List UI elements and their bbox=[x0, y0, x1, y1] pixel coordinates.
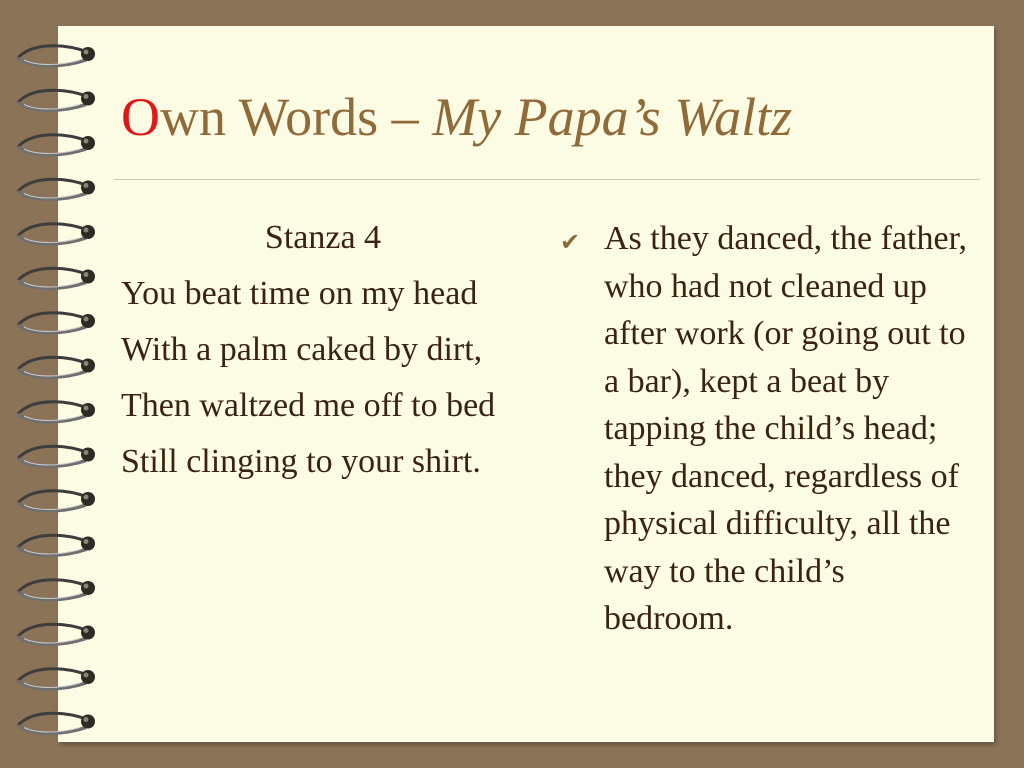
paraphrase-column bbox=[560, 215, 970, 643]
title-text: wn Words – bbox=[160, 87, 433, 147]
stanza-line: Still clinging to your shirt. bbox=[121, 443, 481, 480]
binding-ring bbox=[18, 446, 95, 466]
binding-ring bbox=[18, 624, 95, 644]
binding-ring bbox=[18, 179, 95, 199]
title-poem-name: My Papa’s Waltz bbox=[432, 87, 793, 147]
binding-ring bbox=[18, 46, 95, 66]
paraphrase-bullet: As they danced, the father, who had not cleaned up after work (or going out to a bar), kept a beat by tapping the child’s head; they danced, regardless of physical difficulty, all the way to the child’s bedroom. bbox=[604, 220, 968, 637]
stanza-column bbox=[121, 215, 521, 495]
binding-ring bbox=[18, 268, 95, 288]
binding-ring bbox=[18, 535, 95, 555]
checkmark-icon: ✔ bbox=[560, 228, 581, 256]
stanza-line: Then waltzed me off to bed bbox=[121, 387, 496, 424]
title-divider bbox=[114, 179, 980, 180]
binding-ring bbox=[18, 580, 95, 600]
binding-ring bbox=[18, 90, 95, 110]
binding-ring bbox=[18, 224, 95, 244]
stanza-line: With a palm caked by dirt, bbox=[121, 331, 483, 368]
spiral-binding-icon bbox=[0, 0, 110, 768]
binding-ring bbox=[18, 402, 95, 422]
title-initial: O bbox=[121, 87, 160, 147]
binding-ring bbox=[18, 357, 95, 377]
stanza-line: You beat time on my head bbox=[121, 275, 478, 312]
binding-ring bbox=[18, 135, 95, 155]
stanza-heading: Stanza 4 bbox=[264, 219, 382, 256]
binding-ring bbox=[18, 313, 95, 333]
binding-ring bbox=[18, 669, 95, 689]
slide-title bbox=[121, 88, 792, 147]
binding-ring bbox=[18, 713, 95, 733]
binding-ring bbox=[18, 491, 95, 511]
